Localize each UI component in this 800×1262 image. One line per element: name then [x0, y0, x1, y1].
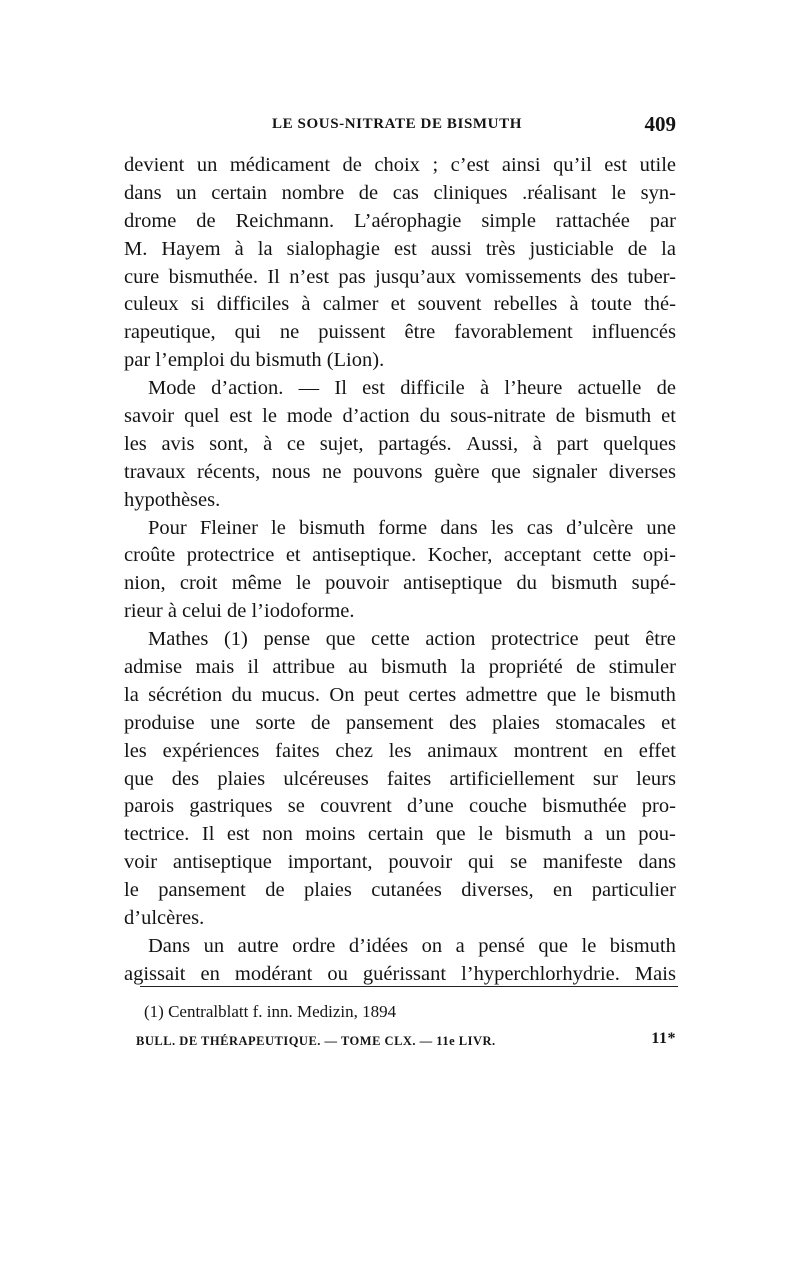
text-line: la sécrétion du mucus. On peut certes admettre que le bismuth: [124, 683, 676, 706]
text-line: voir antiseptique important, pouvoir qui se manifeste dans: [124, 851, 676, 874]
text-line: Mathes (1) pense que cette action protectrice peut être: [148, 628, 676, 651]
signature-right: 11*: [651, 1030, 676, 1047]
text-line: rapeutique, qui ne puissent être favorablement influencés: [124, 321, 676, 344]
text-line: travaux récents, nous ne pouvons guère que signaler diverses: [124, 460, 676, 483]
running-header: [124, 112, 676, 142]
text-line: par l’emploi du bismuth (Lion).: [124, 349, 385, 372]
text-line: parois gastriques se couvrent d’une couche bismuthée pro-: [124, 795, 676, 818]
text-line: rieur à celui de l’iodoforme.: [124, 600, 355, 623]
text-line: cure bismuthée. Il n’est pas jusqu’aux vomissements des tuber-: [124, 265, 676, 288]
text-line: devient un médicament de choix ; c’est ainsi qu’il est utile: [124, 154, 676, 176]
text-line: produise une sorte de pansement des plaies stomacales et: [124, 711, 676, 734]
text-line: les avis sont, à ce sujet, partagés. Aussi, à part quelques: [124, 432, 676, 455]
body-text: [124, 152, 676, 989]
text-line: Pour Fleiner le bismuth forme dans les cas d’ulcère une: [148, 516, 676, 539]
text-line: admise mais il attribue au bismuth la propriété de stimuler: [124, 656, 676, 679]
text-line: le pansement de plaies cutanées diverses, en particulier: [124, 879, 676, 902]
footnote-rule: [140, 986, 678, 987]
text-line: croûte protectrice et antiseptique. Kocher, acceptant cette opi-: [124, 544, 676, 567]
text-line: Dans un autre ordre d’idées on a pensé que le bismuth: [148, 934, 676, 957]
text-line: M. Hayem à la sialophagie est aussi très justiciable de la: [124, 237, 676, 260]
text-line: savoir quel est le mode d’action du sous-nitrate de bismuth et: [124, 405, 676, 428]
text-line: tectrice. Il est non moins certain que le bismuth a un pou-: [124, 823, 676, 846]
text-line: drome de Reichmann. L’aérophagie simple rattachée par: [124, 209, 676, 232]
text-line: les expériences faites chez les animaux montrent en effet: [124, 739, 676, 762]
text-line: nion, croit même le pouvoir antiseptique du bismuth supé-: [124, 572, 676, 595]
text-line: culeux si difficiles à calmer et souvent rebelles à toute thé-: [124, 293, 676, 316]
text-line: Mode d’action. — Il est difficile à l’heure actuelle de: [148, 377, 676, 400]
page-number: 409: [644, 112, 676, 136]
running-title: LE SOUS-NITRATE DE BISMUTH: [272, 116, 522, 132]
signature-left: BULL. DE THÉRAPEUTIQUE. — TOME CLX. — 11e LIVR.: [136, 1034, 496, 1048]
text-line: dans un certain nombre de cas cliniques .réalisant le syn-: [124, 181, 676, 204]
signature-line: [136, 1030, 676, 1054]
footnote: (1) Centralblatt f. inn. Medizin, 1894: [144, 1002, 397, 1021]
text-line: agissait en modérant ou guérissant l’hyperchlorhydrie. Mais: [124, 962, 676, 985]
text-line: hypothèses.: [124, 488, 221, 511]
text-line: que des plaies ulcéreuses faites artificiellement sur leurs: [124, 767, 676, 790]
text-line: d’ulcères.: [124, 907, 205, 930]
